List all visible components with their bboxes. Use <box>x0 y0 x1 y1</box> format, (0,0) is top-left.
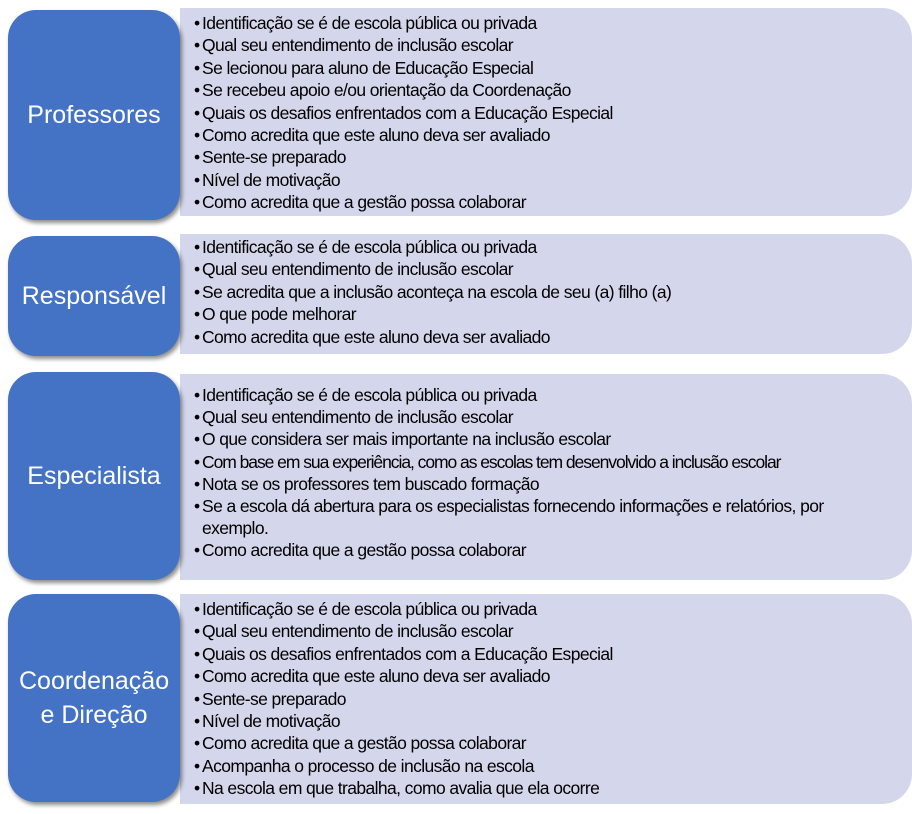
list-item: • Como acredita que a gestão possa colaborar <box>194 732 892 754</box>
list-item: • Identificação se é de escola pública ou privada <box>194 236 892 258</box>
list-item: • Qual seu entendimento de inclusão escolar <box>194 258 892 280</box>
list-item: • Identificação se é de escola pública ou privada <box>194 598 892 620</box>
group-label: Responsável <box>21 282 167 310</box>
list-item: • Como acredita que a gestão possa colaborar <box>194 539 892 561</box>
item-list <box>194 384 892 562</box>
group-label: Especialista <box>27 462 161 490</box>
item-list <box>194 236 892 348</box>
group-label-box <box>8 594 180 802</box>
list-item: • Como acredita que este aluno deva ser avaliado <box>194 124 892 146</box>
list-item: • Acompanha o processo de inclusão na escola <box>194 755 892 777</box>
group-label-box <box>8 236 180 356</box>
group-content-box <box>180 594 912 804</box>
list-item: • Se recebeu apoio e/ou orientação da Coordenação <box>194 79 892 101</box>
group-content-box <box>180 8 912 216</box>
list-item: • Se acredita que a inclusão aconteça na escola de seu (a) filho (a) <box>194 281 892 303</box>
list-item: • Nota se os professores tem buscado formação <box>194 473 892 495</box>
list-item: • Identificação se é de escola pública ou privada <box>194 12 892 34</box>
list-item: • Com base em sua experiência, como as escolas tem desenvolvido a inclusão escolar <box>194 451 892 473</box>
list-item: • Se a escola dá abertura para os especialistas fornecendo informações e relatórios, por exemplo. <box>194 495 882 539</box>
list-item: • Quais os desafios enfrentados com a Educação Especial <box>194 102 892 124</box>
list-item: • Qual seu entendimento de inclusão escolar <box>194 620 892 642</box>
list-item: • O que considera ser mais importante na inclusão escolar <box>194 428 892 450</box>
list-item: • Nível de motivação <box>194 169 892 191</box>
list-item: • Nível de motivação <box>194 710 892 732</box>
group-label-box <box>8 10 180 220</box>
list-item: • Qual seu entendimento de inclusão escolar <box>194 406 892 428</box>
group-label: Professores <box>27 101 161 129</box>
list-item: • Sente-se preparado <box>194 688 892 710</box>
group-content-box <box>180 374 912 580</box>
group-content-box <box>180 234 912 354</box>
group-label-box <box>8 372 180 580</box>
list-item: • Como acredita que este aluno deva ser avaliado <box>194 665 892 687</box>
item-list <box>194 598 892 800</box>
list-item: • Como acredita que a gestão possa colaborar <box>194 191 892 213</box>
list-item: • Quais os desafios enfrentados com a Educação Especial <box>194 643 892 665</box>
list-item: • Se lecionou para aluno de Educação Especial <box>194 57 892 79</box>
list-item: • Identificação se é de escola pública ou privada <box>194 384 892 406</box>
item-list <box>194 12 892 214</box>
group-label: Coordenação e Direção <box>19 667 170 729</box>
list-item: • O que pode melhorar <box>194 303 892 325</box>
list-item: • Na escola em que trabalha, como avalia que ela ocorre <box>194 777 892 799</box>
list-item: • Como acredita que este aluno deva ser avaliado <box>194 326 892 348</box>
list-item: • Sente-se preparado <box>194 146 892 168</box>
list-item: • Qual seu entendimento de inclusão escolar <box>194 34 892 56</box>
